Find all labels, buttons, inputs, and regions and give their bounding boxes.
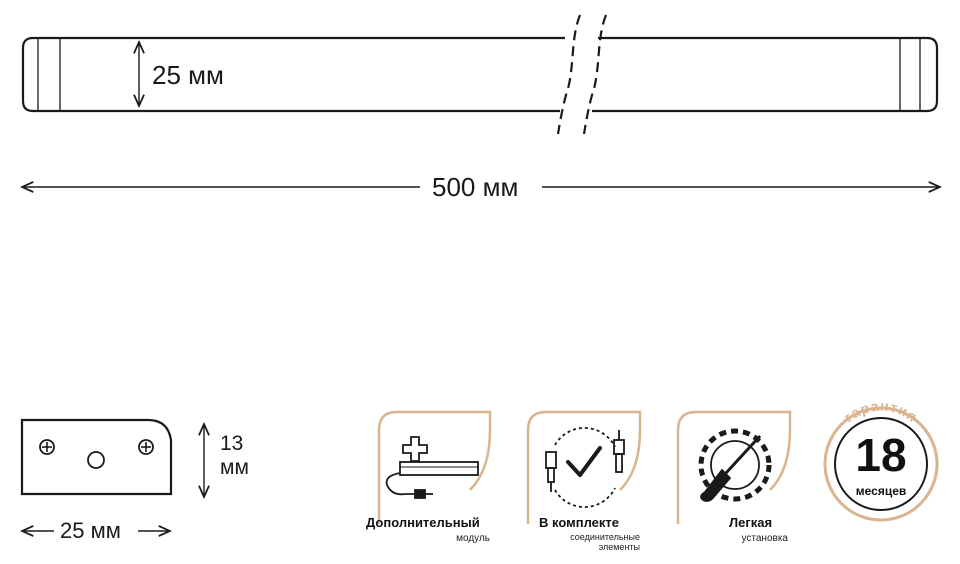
center-hole bbox=[88, 452, 104, 468]
profile-height-label bbox=[220, 432, 249, 480]
warranty-arc-text: гарантия bbox=[840, 397, 921, 426]
length-dimension-label: 500 мм bbox=[432, 172, 519, 202]
connectors-check-icon bbox=[528, 412, 640, 524]
extension-module-icon bbox=[379, 412, 490, 524]
warranty-unit: месяцев bbox=[855, 484, 907, 498]
profile-height-value: 13 bbox=[220, 432, 244, 455]
feature-title-kit: В комплекте bbox=[539, 515, 619, 530]
profile-outline bbox=[22, 420, 171, 494]
end-profile bbox=[22, 420, 171, 494]
feature-subtitle-install: установка bbox=[741, 533, 788, 544]
lamp-outline-right bbox=[592, 38, 937, 111]
feature-subtitle-module: модуль bbox=[456, 533, 490, 544]
feature-subtitle-kit-line2: элементы bbox=[598, 542, 640, 552]
break-marks bbox=[558, 15, 606, 134]
lamp-outline-left bbox=[23, 38, 565, 111]
feature-subtitle-kit bbox=[540, 532, 640, 552]
feature-title-module: Дополнительный bbox=[366, 515, 480, 530]
profile-height-unit: мм bbox=[220, 456, 249, 479]
warranty-number: 18 bbox=[855, 429, 907, 481]
height-dimension-label: 25 мм bbox=[152, 60, 224, 90]
screwdriver-gear-icon bbox=[678, 412, 790, 524]
profile-width-label: 25 мм bbox=[60, 518, 121, 543]
feature-subtitle-kit-line1: соединительные bbox=[570, 532, 640, 542]
feature-title-install: Легкая bbox=[729, 515, 773, 530]
